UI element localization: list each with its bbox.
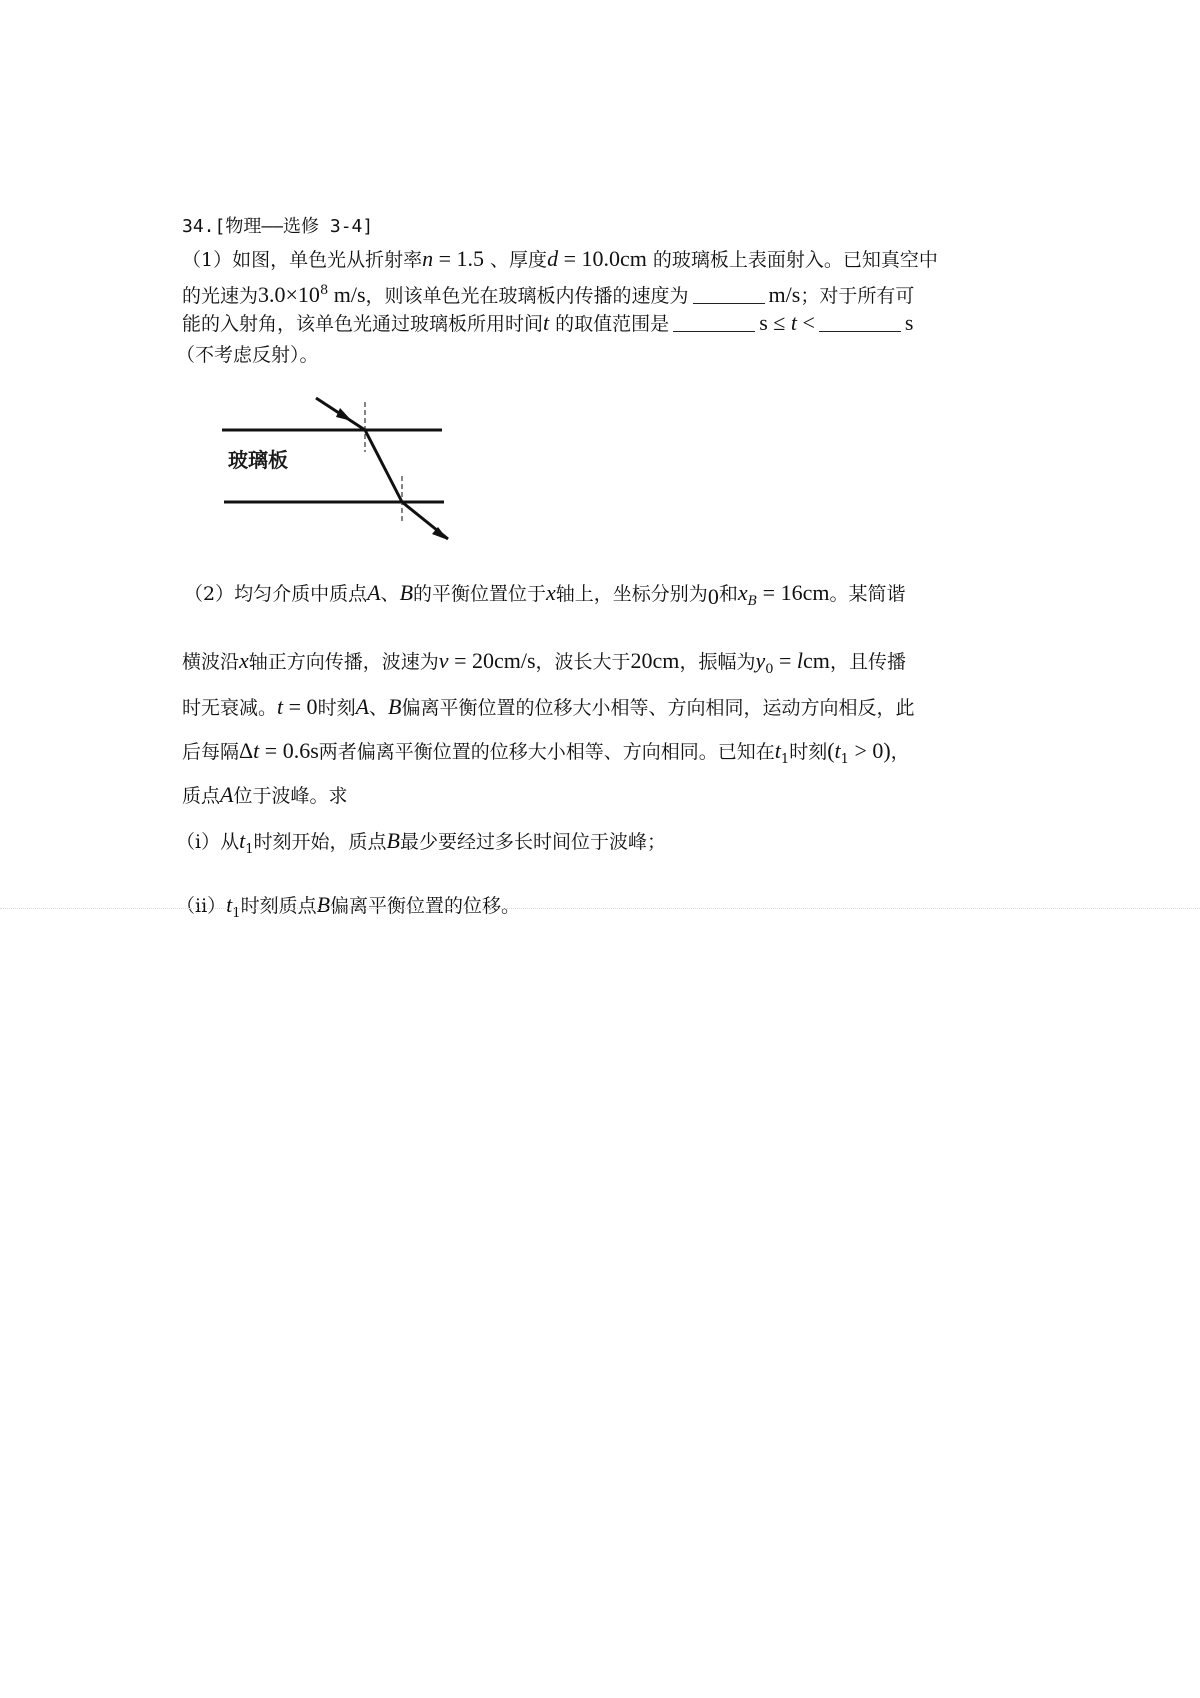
answer-blank-speed[interactable]	[693, 285, 765, 304]
part2-line1	[184, 578, 905, 617]
incident-arrow-icon	[336, 408, 352, 421]
q2-mid: 时刻质点	[240, 895, 317, 917]
part1-line3-pre: 能的入射角，该单色光通过玻璃板所用时间	[182, 313, 544, 335]
part2-l1-mid: 的平衡位置位于	[413, 583, 547, 605]
part2-l2-pre: 横波沿	[182, 651, 240, 673]
y0-l: l	[796, 648, 804, 673]
part1-note: （不考虑反射）。	[176, 344, 319, 366]
ineq-upper-unit: s	[904, 310, 914, 335]
q1-pre: （i）从	[176, 831, 240, 853]
xB-subscript: B	[747, 594, 758, 609]
part1-line4	[176, 340, 319, 370]
axis-x: x	[546, 580, 556, 605]
q2-pre: （ii）	[176, 895, 227, 917]
var-v: v	[438, 648, 449, 673]
part1-intro-post: 的玻璃板上表面射入。已知真空中	[646, 249, 938, 271]
ineq-less-than: <	[796, 310, 815, 335]
question-header-text: 34.[物理——选修 3-4]	[182, 216, 374, 237]
var-t: t	[543, 310, 550, 335]
point-A-3: A	[220, 782, 234, 807]
part2-l4-pre: 后每隔	[182, 741, 240, 763]
part2-line5	[182, 780, 347, 811]
part2-l5-post: 位于波峰。求	[233, 785, 348, 807]
var-t0: t	[277, 694, 284, 719]
var-d: d	[547, 246, 559, 271]
page-divider	[0, 908, 1200, 909]
ineq-lower: s ≤	[759, 310, 791, 335]
t1-subscript: 1	[780, 752, 790, 767]
part2-l4-mid: 两者偏离平衡位置的位移大小相等、方向相同。已知在	[318, 741, 775, 763]
light-speed-exponent: 8	[319, 283, 329, 298]
q1-mid: 时刻开始，质点	[253, 831, 387, 853]
part2-l4-post: ，	[890, 741, 910, 763]
t1-cond-close: > 0)	[848, 738, 891, 763]
point-B-q2: B	[316, 892, 331, 917]
part2-l1-post: 。某简谐	[829, 583, 906, 605]
part2-line2	[182, 646, 906, 685]
question-header	[182, 212, 373, 242]
part2-l1-pre: （2）均匀介质中质点	[184, 583, 368, 605]
part2-l2-mid2: ，波长大于	[535, 651, 631, 673]
point-B-q1: B	[386, 828, 400, 853]
part1-line2-pre: 的光速为	[182, 285, 259, 307]
sep-dun: 、	[380, 583, 400, 605]
sep-dun-2: 、	[369, 697, 389, 719]
var-xB: x	[737, 580, 748, 605]
v-value: = 20cm/s	[448, 648, 536, 673]
part1-sep: 、厚度	[484, 249, 548, 271]
light-speed-unit: m/s	[328, 282, 366, 307]
part2-line4	[182, 736, 910, 775]
point-A: A	[367, 580, 381, 605]
glass-plate-label: 玻璃板	[228, 448, 288, 472]
t1-q1-subscript: 1	[245, 842, 254, 857]
part1-line2	[182, 276, 914, 311]
part1-line3-mid: 的取值范围是	[549, 313, 670, 335]
part2-l3-mid: 时刻	[317, 697, 356, 719]
d-value: = 10.0cm	[558, 246, 647, 271]
part2-line3	[182, 692, 915, 723]
answer-blank-tmin[interactable]	[673, 313, 755, 332]
q2-post: 偏离平衡位置的位移。	[330, 895, 521, 917]
refracted-ray	[365, 430, 402, 502]
var-t1-q2: t	[226, 892, 233, 917]
y0-subscript: 0	[765, 662, 774, 677]
q1-post: 最少要经过多长时间位于波峰；	[399, 831, 666, 853]
part1-line2-mid: ，则该单色光在玻璃板内传播的速度为	[365, 285, 689, 307]
part1-intro-text: （1）如图，单色光从折射率	[182, 249, 423, 271]
subquestion-ii	[176, 890, 520, 929]
axis-x-2: x	[239, 648, 249, 673]
light-speed-mantissa: 3.0×10	[258, 282, 320, 307]
t1-cond-subscript: 1	[840, 752, 849, 767]
y0-equals: =	[773, 648, 797, 673]
conj-he: 和	[718, 583, 738, 605]
delta-symbol: Δ	[239, 738, 254, 763]
answer-blank-tmax[interactable]	[819, 313, 901, 332]
part2-l1-mid2: 轴上，坐标分别为	[555, 583, 708, 605]
var-y0: y	[755, 648, 766, 673]
part2-l3-post: 偏离平衡位置的位移大小相等、方向相同，运动方向相反，此	[401, 697, 915, 719]
point-B-2: B	[388, 694, 402, 719]
var-n: n	[422, 246, 434, 271]
point-A-2: A	[355, 694, 370, 719]
ineq-t: t	[790, 310, 797, 335]
var-t1-cond: t	[834, 738, 841, 763]
n-value: = 1.5	[433, 246, 485, 271]
part2-l2-mid3: ，振幅为	[679, 651, 756, 673]
t1-cond-open: (	[827, 738, 835, 763]
y0-unit: cm	[803, 648, 830, 673]
t1-q2-subscript: 1	[232, 906, 241, 921]
part1-line2-post: ；对于所有可	[800, 285, 915, 307]
speed-unit: m/s	[768, 282, 801, 307]
wavelength-value: 20cm	[630, 648, 680, 673]
var-t1-q1: t	[239, 828, 246, 853]
xB-value: = 16cm	[757, 580, 830, 605]
part2-l5-pre: 质点	[182, 785, 221, 807]
part1-line3	[182, 308, 913, 339]
var-t1: t	[774, 738, 781, 763]
part2-l4-mid2: 时刻	[789, 741, 828, 763]
t0-value: = 0	[283, 694, 318, 719]
part1-line1	[182, 244, 938, 275]
coord-A-zero: 0	[707, 584, 719, 609]
part2-l2-mid: 轴正方向传播，波速为	[248, 651, 439, 673]
glass-plate-figure	[216, 384, 456, 544]
part2-l2-post: ，且传播	[829, 651, 906, 673]
part2-l3-pre: 时无衰减。	[182, 697, 278, 719]
point-B: B	[399, 580, 414, 605]
var-dt: t	[253, 738, 260, 763]
subquestion-i	[176, 826, 666, 865]
dt-value: = 0.6s	[259, 738, 319, 763]
